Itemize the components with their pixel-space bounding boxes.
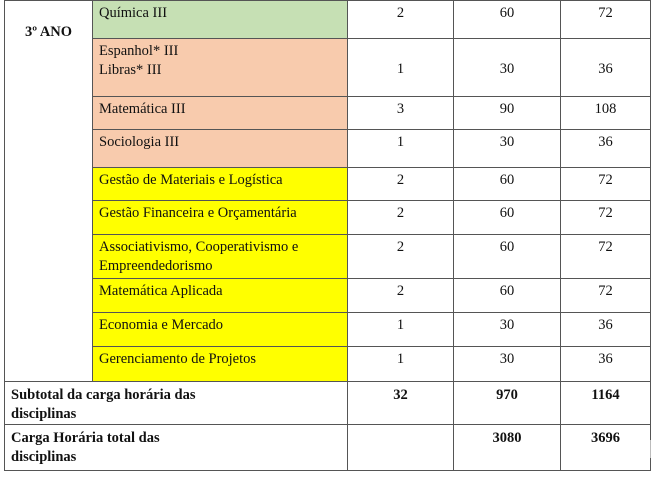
subject-cell [93,97,348,130]
subject-name: Libras* III [99,62,162,78]
weekly-classes-cell: 2 [348,1,454,39]
hours-cell: 60 [454,201,561,235]
hours-cell: 30 [454,130,561,168]
subject-name: Gerenciamento de Projetos [99,351,257,367]
hours-cell: 30 [454,39,561,97]
class-hours-cell: 36 [561,313,651,347]
hours-cell: 60 [454,279,561,313]
subject-name: Gestão de Materiais e Logística [99,172,283,188]
subtotal-class-hours: 1164 [561,382,651,425]
weekly-classes-cell: 2 [348,235,454,279]
year-label: 3º ANO [5,1,93,382]
total-hours: 3080 [454,425,561,471]
subject-cell [93,1,348,39]
class-hours-cell: 72 [561,201,651,235]
subject-cell [93,39,348,97]
subject-cell [93,130,348,168]
table-row [5,201,651,235]
curriculum-table-body [5,1,651,471]
table-row [5,279,651,313]
total-label-line: Carga Horária total das [11,430,160,446]
table-row [5,1,651,39]
subject-name: Química III [99,5,168,21]
subject-cell [93,347,348,382]
weekly-classes-cell: 2 [348,279,454,313]
table-row [5,313,651,347]
weekly-classes-cell: 1 [348,347,454,382]
subject-cell [93,168,348,201]
table-row [5,235,651,279]
class-hours-cell: 72 [561,168,651,201]
subject-name: Associativismo, Cooperativismo e [99,239,299,255]
total-class-hours: 3696 [561,425,651,471]
weekly-classes-cell: 3 [348,97,454,130]
subtotal-label [5,382,348,425]
hours-cell: 60 [454,168,561,201]
subject-name: Matemática Aplicada [99,283,223,299]
table-row [5,130,651,168]
hours-cell: 90 [454,97,561,130]
curriculum-table [4,0,651,471]
page-edge-mark [650,440,655,458]
hours-cell: 30 [454,313,561,347]
weekly-classes-cell: 1 [348,313,454,347]
weekly-classes-cell: 2 [348,201,454,235]
subject-name: Matemática III [99,101,186,117]
class-hours-cell: 36 [561,39,651,97]
weekly-classes-cell: 1 [348,130,454,168]
hours-cell: 60 [454,1,561,39]
hours-cell: 60 [454,235,561,279]
subtotal-row [5,382,651,425]
table-row [5,39,651,97]
subtotal-hours: 970 [454,382,561,425]
subject-cell [93,313,348,347]
total-label [5,425,348,471]
subject-cell [93,201,348,235]
subtotal-label-line: Subtotal da carga horária das [11,387,196,403]
class-hours-cell: 108 [561,97,651,130]
total-row [5,425,651,471]
subject-name: Espanhol* III [99,43,179,59]
hours-cell: 30 [454,347,561,382]
class-hours-cell: 36 [561,130,651,168]
subject-name: Economia e Mercado [99,317,224,333]
subject-cell [93,235,348,279]
subject-name: Gestão Financeira e Orçamentária [99,205,297,221]
subject-cell [93,279,348,313]
total-weekly-classes [348,425,454,471]
table-row [5,97,651,130]
table-row [5,347,651,382]
class-hours-cell: 72 [561,279,651,313]
class-hours-cell: 72 [561,1,651,39]
class-hours-cell: 72 [561,235,651,279]
weekly-classes-cell: 1 [348,39,454,97]
table-row [5,168,651,201]
subtotal-label-line: disciplinas [11,406,77,422]
subject-name: Sociologia III [99,134,180,150]
class-hours-cell: 36 [561,347,651,382]
subtotal-weekly-classes: 32 [348,382,454,425]
weekly-classes-cell: 2 [348,168,454,201]
subject-name: Empreendedorismo [99,258,213,274]
total-label-line: disciplinas [11,449,77,465]
